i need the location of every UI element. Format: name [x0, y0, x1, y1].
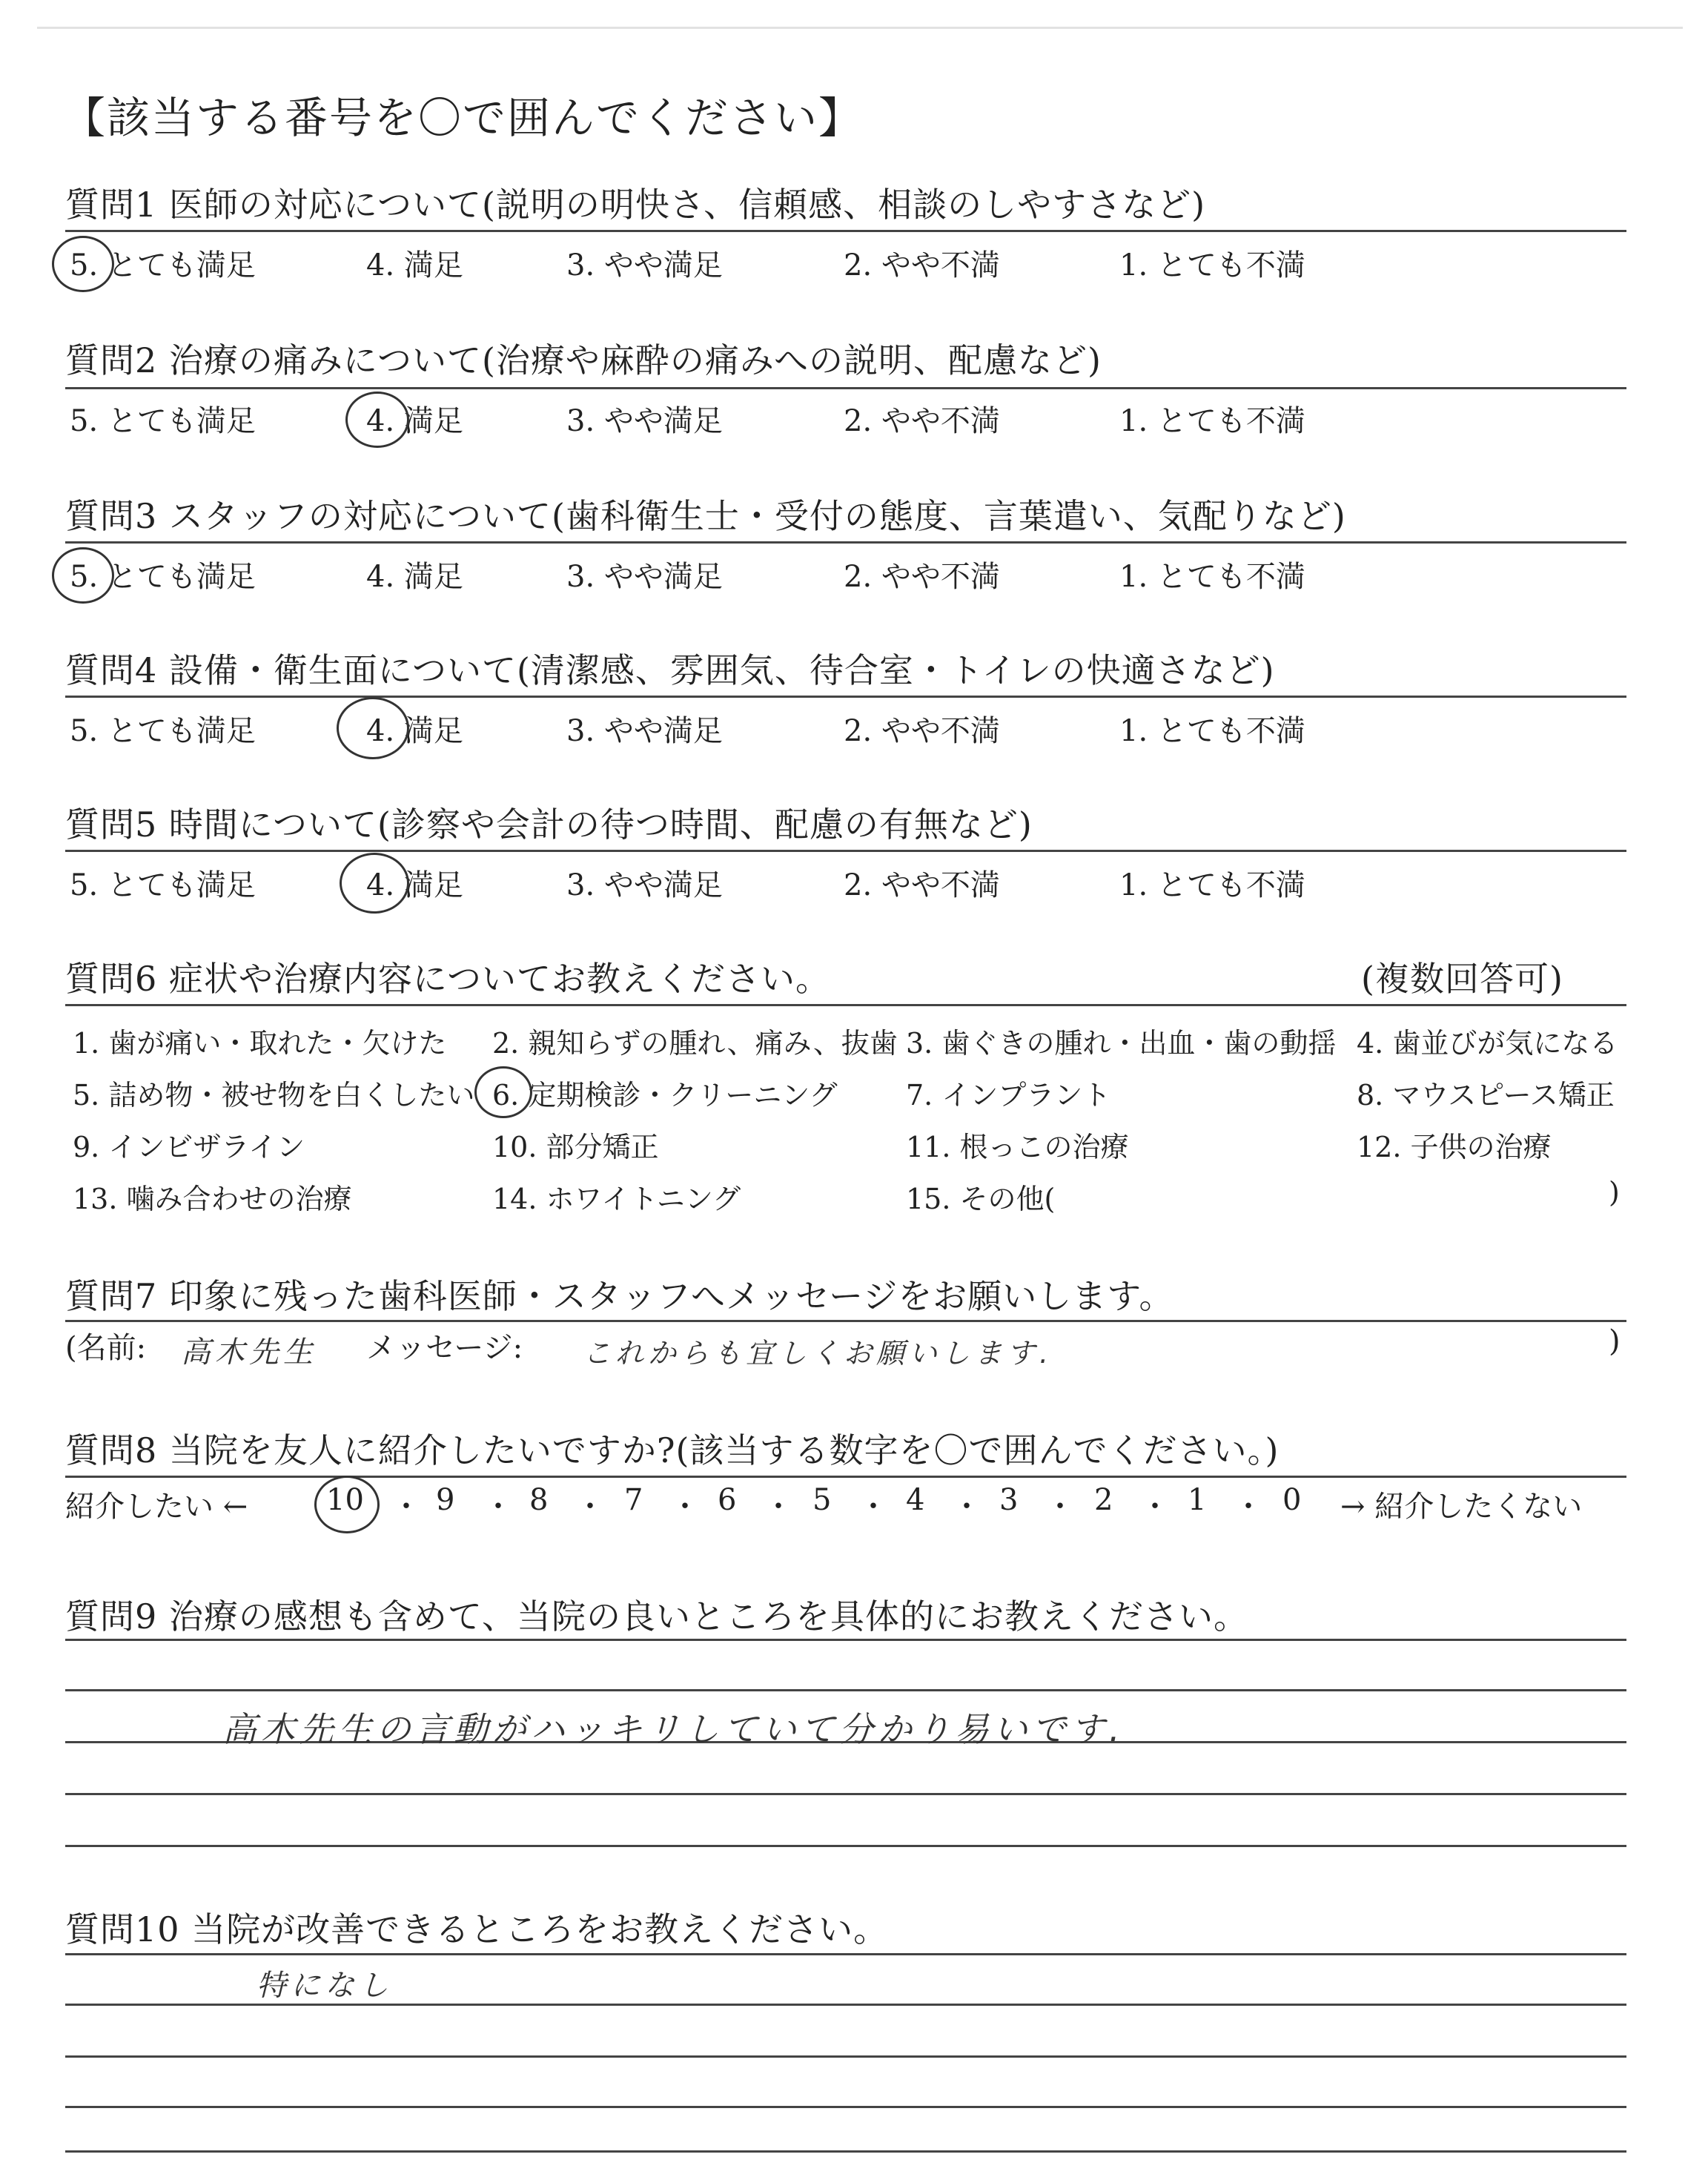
q5-title: 質問5 時間について(診察や会計の待つ時間、配慮の有無など) [65, 805, 1033, 845]
q3-option-4[interactable]: 4. 満足 [366, 560, 463, 594]
q7-name-value[interactable]: 高木先生 [181, 1335, 317, 1370]
q8-scale-dot: ・ [764, 1490, 793, 1524]
q1-selection-circle [52, 236, 114, 292]
q3-option-1[interactable]: 1. とても不満 [1119, 560, 1305, 594]
q9-rule-1 [65, 1639, 1626, 1641]
q5-option-4[interactable]: 4. 満足 [366, 868, 463, 902]
q4-selection-circle [337, 697, 409, 759]
q5-selection-circle [340, 853, 409, 914]
q1-title: 質問1 医師の対応について(説明の明快さ、信頼感、相談のしやすさなど) [65, 185, 1206, 225]
q6-option-4[interactable]: 4. 歯並びが気になる [1357, 1027, 1618, 1060]
q8-scale-0[interactable]: 0 [1282, 1483, 1302, 1517]
q8-scale-dot: ・ [858, 1490, 888, 1524]
q10-rule-1 [65, 1953, 1626, 1955]
q8-scale-1[interactable]: 1 [1188, 1483, 1207, 1517]
q6-option-3[interactable]: 3. 歯ぐきの腫れ・出血・歯の動揺 [906, 1027, 1337, 1060]
q4-rule [65, 696, 1626, 698]
q8-title: 質問8 当院を友人に紹介したいですか?(該当する数字を〇で囲んでください。) [65, 1430, 1280, 1470]
q8-scale-3[interactable]: 3 [999, 1483, 1019, 1517]
q2-title: 質問2 治療の痛みについて(治療や麻酔の痛みへの説明、配慮など) [65, 340, 1102, 380]
q6-option-6[interactable]: 6. 定期検診・クリーニング [492, 1079, 838, 1112]
q1-option-4[interactable]: 4. 満足 [366, 248, 463, 283]
q1-option-5[interactable]: 5. とても満足 [70, 248, 256, 283]
q7-message-label: メッセージ: [366, 1331, 523, 1365]
q7-close-paren: ) [1609, 1324, 1621, 1358]
page-title: 【該当する番号を〇で囲んでください】 [62, 93, 864, 143]
q9-rule-2 [65, 1689, 1626, 1691]
q3-rule [65, 541, 1626, 544]
q6-option-12[interactable]: 12. 子供の治療 [1357, 1131, 1552, 1163]
q2-option-2[interactable]: 2. やや不満 [844, 404, 1000, 438]
q8-scale-dot: ・ [575, 1490, 605, 1524]
q9-answer[interactable]: 高木先生の言動がハッキリしていて分かり易いです. [222, 1709, 1125, 1749]
q8-scale-4[interactable]: 4 [906, 1483, 925, 1517]
q5-option-1[interactable]: 1. とても不満 [1119, 868, 1305, 902]
page-top-edge [37, 27, 1683, 29]
q6-option-14[interactable]: 14. ホワイトニング [492, 1183, 741, 1215]
q6-option-11[interactable]: 11. 根っこの治療 [906, 1131, 1129, 1163]
q2-option-5[interactable]: 5. とても満足 [70, 404, 256, 438]
q3-option-2[interactable]: 2. やや不満 [844, 560, 1000, 594]
q6-option-15[interactable]: 15. その他( [906, 1183, 1056, 1215]
q8-scale-dot: ・ [483, 1490, 513, 1524]
q4-option-4[interactable]: 4. 満足 [366, 714, 463, 748]
q10-rule-5 [65, 2150, 1626, 2153]
q6-option-8[interactable]: 8. マウスピース矯正 [1357, 1079, 1615, 1112]
q2-rule [65, 387, 1626, 389]
q6-title: 質問6 症状や治療内容についてお教えください。 [65, 959, 830, 999]
q1-rule [65, 230, 1626, 232]
q1-option-1[interactable]: 1. とても不満 [1119, 248, 1305, 283]
q10-title: 質問10 当院が改善できるところをお教えください。 [65, 1909, 889, 1949]
q8-scale-dot: ・ [1045, 1490, 1075, 1524]
q6-multiple-note: (複数回答可) [1361, 959, 1563, 999]
q5-rule [65, 850, 1626, 852]
q10-rule-3 [65, 2055, 1626, 2058]
q2-selection-circle [345, 392, 409, 448]
q8-scale-2[interactable]: 2 [1094, 1483, 1113, 1517]
q8-scale-5[interactable]: 5 [812, 1483, 832, 1517]
q8-left-label: 紹介したい ← [65, 1490, 248, 1524]
q8-scale-6[interactable]: 6 [718, 1483, 737, 1517]
q1-option-3[interactable]: 3. やや満足 [566, 248, 723, 283]
q8-scale-7[interactable]: 7 [624, 1483, 643, 1517]
q10-rule-4 [65, 2106, 1626, 2108]
q8-scale-dot: ・ [391, 1490, 421, 1524]
q2-option-3[interactable]: 3. やや満足 [566, 404, 723, 438]
q6-option-10[interactable]: 10. 部分矯正 [492, 1131, 659, 1163]
q6-option-7[interactable]: 7. インプラント [906, 1079, 1111, 1112]
q4-option-5[interactable]: 5. とても満足 [70, 714, 256, 748]
q6-option-13[interactable]: 13. 噛み合わせの治療 [73, 1183, 352, 1215]
q4-option-1[interactable]: 1. とても不満 [1119, 714, 1305, 748]
q6-rule [65, 1004, 1626, 1006]
q2-option-4[interactable]: 4. 満足 [366, 404, 463, 438]
q6-option-2[interactable]: 2. 親知らずの腫れ、痛み、抜歯 [492, 1027, 898, 1060]
q3-option-3[interactable]: 3. やや満足 [566, 560, 723, 594]
q3-selection-circle [52, 547, 114, 604]
q4-title: 質問4 設備・衛生面について(清潔感、雰囲気、待合室・トイレの快適さなど) [65, 650, 1275, 690]
q6-option-9[interactable]: 9. インビザライン [73, 1131, 305, 1163]
q9-rule-4 [65, 1793, 1626, 1795]
q2-option-1[interactable]: 1. とても不満 [1119, 404, 1305, 438]
q10-answer[interactable]: 特になし [256, 1969, 393, 2003]
q5-option-3[interactable]: 3. やや満足 [566, 868, 723, 902]
q8-scale-dot: ・ [670, 1490, 700, 1524]
q7-title: 質問7 印象に残った歯科医師・スタッフへメッセージをお願いします。 [65, 1276, 1174, 1316]
q8-scale-8[interactable]: 8 [529, 1483, 549, 1517]
q8-scale-9[interactable]: 9 [436, 1483, 455, 1517]
q8-scale-10[interactable]: 10 [326, 1483, 364, 1517]
q8-scale-dot: ・ [1140, 1490, 1170, 1524]
q8-scale-dot: ・ [1234, 1490, 1263, 1524]
q5-option-5[interactable]: 5. とても満足 [70, 868, 256, 902]
q7-name-label: (名前: [65, 1331, 147, 1365]
q4-option-3[interactable]: 3. やや満足 [566, 714, 723, 748]
q8-right-label: → 紹介したくない [1340, 1490, 1583, 1524]
q8-scale-dot: ・ [952, 1490, 982, 1524]
q8-selection-circle [314, 1476, 380, 1533]
q3-title: 質問3 スタッフの対応について(歯科衛生士・受付の態度、言葉遣い、気配りなど) [65, 496, 1346, 536]
q3-option-5[interactable]: 5. とても満足 [70, 560, 256, 594]
q7-rule [65, 1320, 1626, 1322]
q6-selection-circle [474, 1066, 532, 1118]
q1-option-2[interactable]: 2. やや不満 [844, 248, 1000, 283]
q7-message-value[interactable]: これからも宜しくお願いします. [583, 1337, 1053, 1370]
q9-title: 質問9 治療の感想も含めて、当院の良いところを具体的にお教えください。 [65, 1596, 1248, 1636]
q5-option-2[interactable]: 2. やや不満 [844, 868, 1000, 902]
q6-option-1[interactable]: 1. 歯が痛い・取れた・欠けた [73, 1027, 447, 1060]
q6-option-5[interactable]: 5. 詰め物・被せ物を白くしたい [73, 1079, 475, 1112]
q8-rule [65, 1476, 1626, 1478]
q9-rule-5 [65, 1845, 1626, 1847]
q4-option-2[interactable]: 2. やや不満 [844, 714, 1000, 748]
q6-option-15-close: ) [1609, 1176, 1620, 1209]
